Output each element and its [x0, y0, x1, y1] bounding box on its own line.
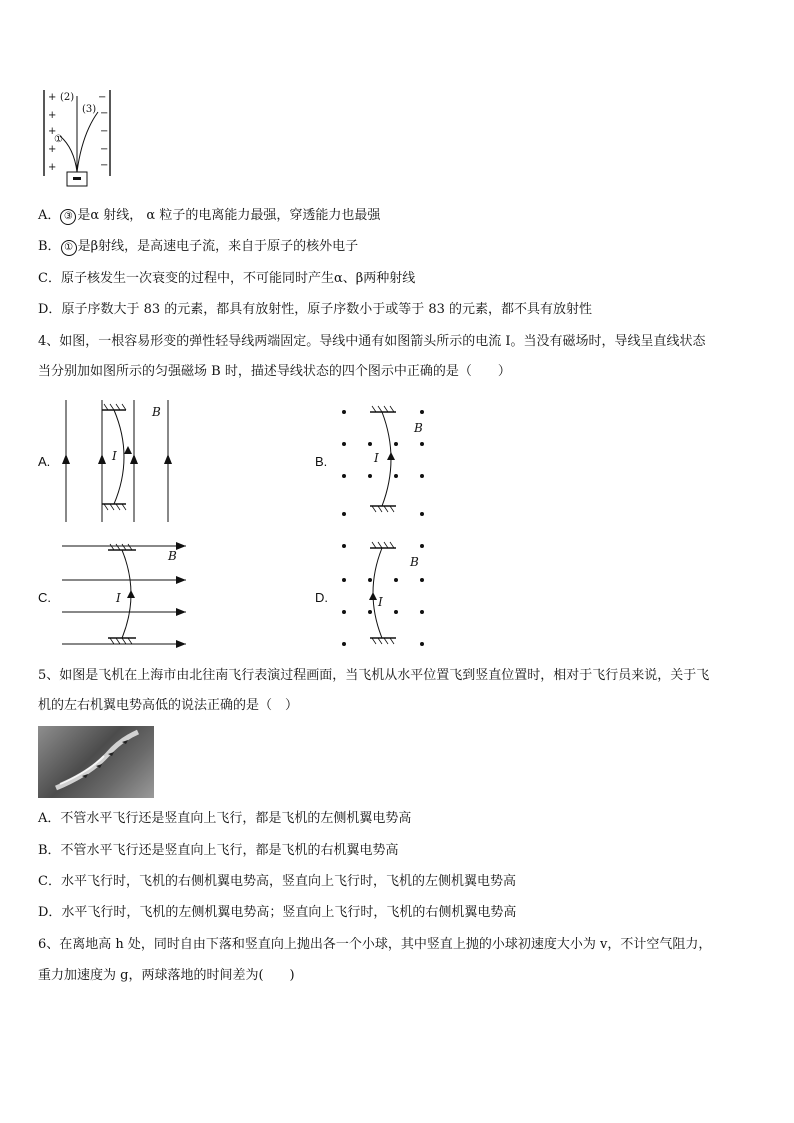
q4-label-c: C. [38, 590, 51, 605]
svg-text:+: + [48, 126, 57, 137]
q4-a-field-label: B [152, 405, 161, 419]
track-label-3: (3) [82, 104, 97, 115]
svg-text:−: − [100, 144, 109, 155]
svg-text:−: − [100, 108, 109, 119]
q4-b-field-label: B [414, 421, 423, 435]
q3-option-d: D．原子序数大于 83 的元素，都具有放射性，原子序数小于或等于 83 的元素，都不具有放射性 [38, 302, 593, 317]
svg-text:−: − [100, 126, 109, 137]
q5-option-b: B．不管水平飞行还是竖直向上飞行，都是飞机的右机翼电势高 [38, 843, 399, 858]
q3-option-c: C．原子核发生一次衰变的过程中，不可能同时产生α、β两种射线 [38, 271, 416, 286]
q4-figure-b [336, 402, 436, 524]
q4-figure-c [60, 540, 190, 652]
q4-stem-line1: 4、如图，一根容易形变的弹性轻导线两端固定。导线中通有如图箭头所示的电流 I。当没有磁场时，导线呈直线状态 [38, 334, 706, 349]
svg-text:+: + [48, 110, 57, 121]
q5-stem-line2: 机的左右机翼电势高低的说法正确的是（ ） [38, 698, 299, 713]
q4-figure-d [336, 540, 436, 652]
smoke-trail [38, 726, 154, 798]
radiation-figure [38, 88, 128, 192]
q4-c-field-label: B [168, 549, 177, 563]
q4-b-current-label: I [374, 451, 379, 465]
q3-option-b: B． ① 是β射线，是高速电子流，来自于原子的核外电子 [38, 239, 359, 254]
q5-option-a: A．不管水平飞行还是竖直向上飞行，都是飞机的左侧机翼电势高 [38, 811, 412, 826]
q4-d-field-label: B [410, 555, 419, 569]
q5-stem-line1: 5、如图是飞机在上海市由北往南飞行表演过程画面，当飞机从水平位置飞到竖直位置时，相对于飞行员来说，关于飞 [38, 668, 710, 683]
svg-text:+: + [48, 144, 57, 155]
q4-d-current-label: I [378, 595, 383, 609]
q4-label-b: B. [315, 454, 328, 469]
q6-stem-line1: 6、在离地高 h 处，同时自由下落和竖直向上抛出各一个小球，其中竖直上抛的小球初速度大小为 v，不计空气阻力， [38, 937, 712, 952]
q4-label-d: D. [315, 590, 328, 605]
q4-a-current-label: I [112, 449, 117, 463]
q4-c-current-label: I [116, 591, 121, 605]
airshow-photo [38, 726, 154, 798]
q6-stem-line2: 重力加速度为 g，两球落地的时间差为( ) [38, 968, 295, 983]
q4-figure-a [60, 398, 180, 524]
q3-option-a: A． ③ 是α 射线， α 粒子的电离能力最强，穿透能力也最强 [38, 208, 381, 223]
svg-text:−: − [100, 160, 109, 171]
track-label-2: (2) [60, 92, 75, 103]
svg-text:−: − [98, 92, 107, 103]
q4-stem-line2: 当分别加如图所示的匀强磁场 B 时，描述导线状态的四个图示中正确的是（ ） [38, 364, 511, 379]
q4-label-a: A. [38, 454, 51, 469]
svg-text:+: + [48, 92, 57, 103]
track-label-1: ① [54, 134, 63, 145]
svg-text:+: + [48, 162, 57, 173]
q5-option-c: C．水平飞行时，飞机的右侧机翼电势高，竖直向上飞行时，飞机的左侧机翼电势高 [38, 874, 516, 889]
q5-option-d: D．水平飞行时，飞机的左侧机翼电势高；竖直向上飞行时，飞机的右侧机翼电势高 [38, 905, 517, 920]
